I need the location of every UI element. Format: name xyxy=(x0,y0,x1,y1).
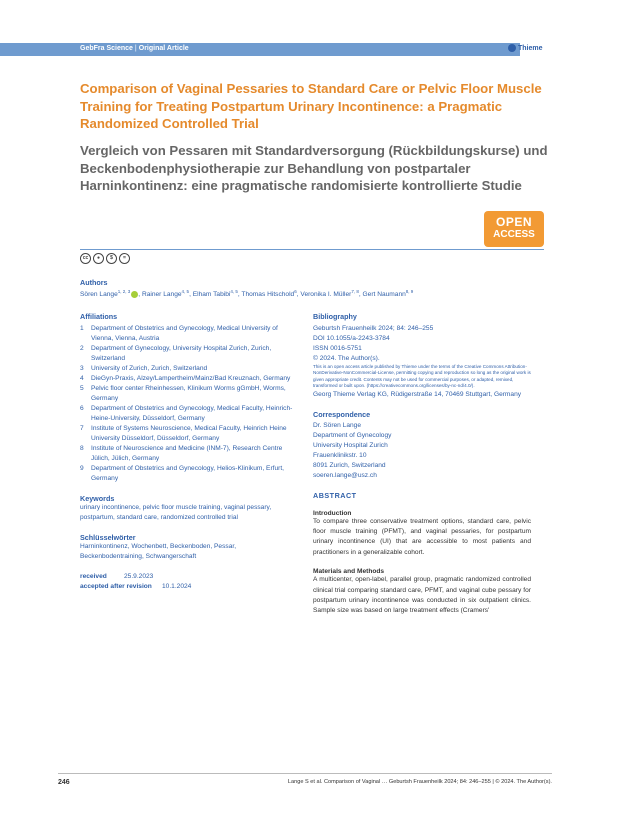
affiliation-item xyxy=(80,464,294,484)
header-label: GebFra Science | Original Article xyxy=(80,45,189,52)
author-list: Sören Lange$^{1, 2, 3}$ , Rainer Lange$^{4, 5}$, Elham Tabibi$^{4, 5}$, Thomas Hitschold$^6$, Veronika I. Müller$^{7, 8}$, Gert Naumann$^{8, 9}$ xyxy=(80,289,414,299)
nd-icon: = xyxy=(119,253,130,264)
bibliography-journal: Geburtsh Frauenheilk 2024; 84: 246–255 xyxy=(313,325,434,332)
affiliation-item xyxy=(80,374,294,384)
affiliation-text: University of Zurich, Zurich, Switzerland xyxy=(91,365,208,372)
affiliation-number: 6 xyxy=(80,405,84,412)
open-access-badge xyxy=(484,211,544,247)
affiliation-item xyxy=(80,344,294,364)
affiliation-item xyxy=(80,364,294,374)
correspondence-line: Department of Gynecology xyxy=(313,431,392,439)
affiliation-number: 1 xyxy=(80,325,84,332)
schluesselwoerter-text: Harninkontinenz, Wochenbett, Beckenboden, Pessar, Beckenbodentraining, Schwangerschaft xyxy=(80,543,237,560)
affiliations-label: Affiliations xyxy=(80,312,118,321)
keywords-label: Keywords xyxy=(80,494,115,503)
open-access-line2: ACCESS xyxy=(493,229,535,240)
abstract-label: ABSTRACT xyxy=(313,490,357,500)
author-affil: 1, 2, 3 xyxy=(117,289,131,294)
title-english: Comparison of Vaginal Pessaries to Standard Care or Pelvic Floor Muscle Training for Treating Postpartum Urinary Incontinence: a Pragmatic Randomized Controlled Trial xyxy=(80,81,542,131)
methods-label: Materials and Methods xyxy=(313,568,385,576)
introduction-label: Introduction xyxy=(313,509,352,517)
introduction-text: To compare three conservative treatment options, standard care, pelvic floor muscle training (PFMT), and vaginal pessaries, for postpartum urinary incontinence (UI) that are accessible to most patients and practitioners in a generalizable cohort. xyxy=(313,517,531,556)
publisher-name: Thieme xyxy=(518,44,543,52)
cc-icon: cc xyxy=(80,253,91,264)
correspondence-email[interactable]: soeren.lange@usz.ch xyxy=(313,471,377,479)
publisher-address: Georg Thieme Verlag KG, Rüdigerstraße 14, 70469 Stuttgart, Germany xyxy=(313,390,522,398)
bibliography-doi[interactable]: DOI 10.1055/a-2243-3784 xyxy=(313,335,390,342)
journal-header xyxy=(0,43,624,57)
affiliation-item xyxy=(80,324,294,344)
accepted-label: accepted after revision xyxy=(80,583,152,590)
footer-citation: Lange S et al. Comparison of Vaginal … Geburtsh Frauenheilk 2024; 84: 246–255 | © 2024. The Author(s). xyxy=(287,779,552,785)
author-affil: 8, 9 xyxy=(405,289,414,294)
received-label: received xyxy=(80,573,107,580)
author-name: Rainer Lange xyxy=(141,291,182,299)
affiliation-text: Department of Obstetrics and Gynecology, Medical University of Vienna, Vienna, Austria xyxy=(91,325,278,342)
journal-name: GebFra Science xyxy=(80,45,133,52)
affiliation-item xyxy=(80,404,294,424)
by-icon: ● xyxy=(93,253,104,264)
affiliation-text: Pelvic floor center Rheinhessen, Klinikum Worms gGmbH, Worms, Germany xyxy=(91,385,286,402)
license-text: This is an open access article published by Thieme under the terms of the Creative Commons Attribution-NonDerivative-NonCommercial-License, permitting copying and reproduction so long as the original work is given appropriate credit. Contents may not be used for commercial purposes, or adapted, remixed, transformed or built upon. (https://creativecommons.org/licenses/by-nc-nd/4.0/). xyxy=(313,364,531,389)
accepted-date xyxy=(80,582,294,592)
correspondence-line: 8091 Zurich, Switzerland xyxy=(313,461,386,469)
affiliation-number: 2 xyxy=(80,345,84,352)
author-affil: 7, 8 xyxy=(351,289,359,294)
author-name: Gert Naumann xyxy=(362,291,406,299)
title-divider xyxy=(80,249,544,250)
thieme-logo-icon xyxy=(508,44,516,52)
correspondence-line: Frauenklinikstr. 10 xyxy=(313,451,367,459)
keywords-text: urinary incontinence, pelvic floor muscle training, vaginal pessary, postpartum, standard care, randomized controlled trial xyxy=(80,504,272,521)
affiliation-number: 9 xyxy=(80,465,84,472)
open-access-line1: OPEN xyxy=(495,215,532,229)
schluesselwoerter-label: Schlüsselwörter xyxy=(80,533,136,542)
page-number: 246 xyxy=(58,779,70,786)
author-affil: 4, 5 xyxy=(230,289,238,294)
publisher-logo xyxy=(508,44,543,52)
left-column xyxy=(80,312,294,592)
correspondence-line: Dr. Sören Lange xyxy=(313,421,362,429)
bibliography-label: Bibliography xyxy=(313,312,357,321)
affiliation-text: Department of Obstetrics and Gynecology, Helios-Klinikum, Erfurt, Germany xyxy=(91,465,285,482)
affiliation-item xyxy=(80,444,294,464)
received-date xyxy=(80,572,294,582)
affiliation-number: 4 xyxy=(80,375,84,382)
authors-label: Authors xyxy=(80,278,108,287)
affiliation-text: Institute of Neuroscience and Medicine (INM-7), Research Centre Jülich, Jülich, Germany xyxy=(91,445,283,462)
author-affil: 6 xyxy=(294,289,297,294)
received-value: 25.9.2023 xyxy=(124,573,154,580)
affiliation-number: 5 xyxy=(80,385,84,392)
title-german: Vergleich von Pessaren mit Standardversorgung (Rückbildungskurse) und Beckenbodenphysiotherapie zur Behandlung von postpartaler Harninkontinenz: eine pragmatische randomisierte kontrollierte Studie xyxy=(80,143,548,193)
affiliation-number: 8 xyxy=(80,445,84,452)
affiliation-list xyxy=(80,324,294,484)
correspondence-label: Correspondence xyxy=(313,409,371,419)
author-name: Elham Tabibi xyxy=(192,291,231,299)
affiliation-text: Institute of Systems Neuroscience, Medical Faculty, Heinrich Heine University Düsseldorf, Düsseldorf, Germany xyxy=(91,425,287,442)
right-column xyxy=(313,312,531,617)
license-icons xyxy=(80,253,130,264)
correspondence-line: University Hospital Zurich xyxy=(313,441,388,449)
article-category: Original Article xyxy=(138,45,189,52)
author-name: Sören Lange xyxy=(80,291,118,299)
affiliation-text: Department of Gynecology, University Hospital Zurich, Zurich, Switzerland xyxy=(91,345,272,362)
affiliation-item xyxy=(80,384,294,404)
bibliography-issn: ISSN 0016‑5751 xyxy=(313,345,362,352)
affiliation-number: 7 xyxy=(80,425,84,432)
header-strip xyxy=(0,43,520,56)
author-name: Veronika I. Müller xyxy=(300,291,352,299)
bibliography-copyright: © 2024. The Author(s). xyxy=(313,355,380,362)
accepted-value: 10.1.2024 xyxy=(162,583,192,590)
affiliation-number: 3 xyxy=(80,365,84,372)
affiliation-text: Department of Obstetrics and Gynecology, Medical Faculty, Heinrich-Heine-University, Düsseldorf, Germany xyxy=(91,405,293,422)
author-affil: 4, 5 xyxy=(181,289,190,294)
affiliation-text: DieGyn-Praxis, Alzey/Lampertheim/Mainz/Bad Kreuznach, Germany xyxy=(91,375,291,382)
methods-text: A multicenter, open-label, parallel group, pragmatic randomized controlled clinical trial comparing standard care, PFMT, and vaginal cube pessary for postpartum urinary incontinence was conducted in six outpatient clinics. Sample size was based on large treatment effects (Cramers' xyxy=(313,576,531,615)
affiliation-item xyxy=(80,424,294,444)
footer-rule xyxy=(58,773,552,774)
orcid-icon[interactable] xyxy=(131,291,138,298)
nc-icon: $ xyxy=(106,253,117,264)
author-name: Thomas Hitschold xyxy=(241,291,295,299)
